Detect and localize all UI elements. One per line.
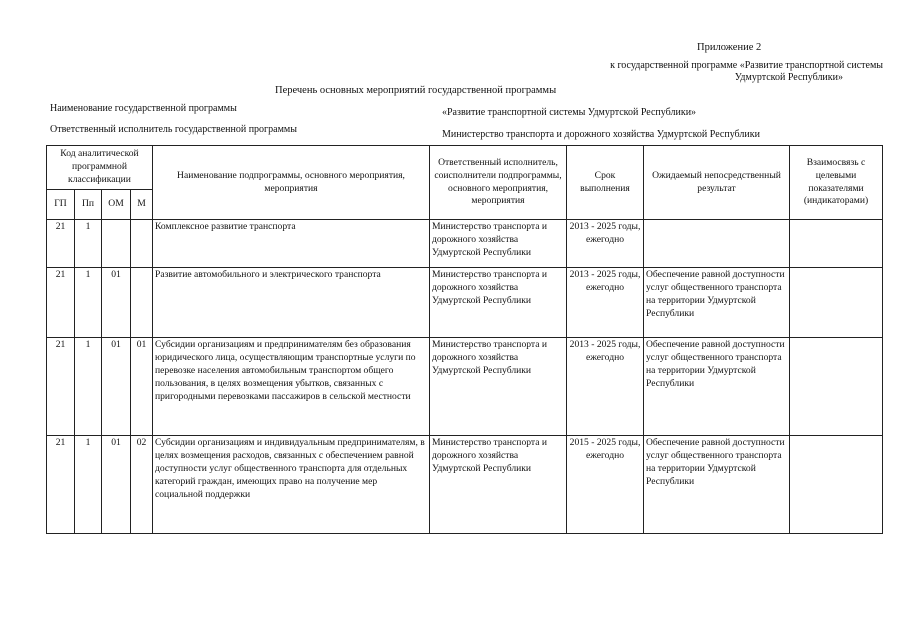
cell-m: 02 xyxy=(131,436,153,534)
header-executor: Ответственный исполнитель, соисполнители подпрограммы, основного мероприятия, мероприятия xyxy=(430,146,567,220)
executor-value: Министерство транспорта и дорожного хозяйства Удмуртской Республики xyxy=(442,129,760,140)
cell-result: Обеспечение равной доступности услуг общественного транспорта на территории Удмуртской Республики xyxy=(644,338,790,436)
cell-term: 2013 - 2025 годы, ежегодно xyxy=(567,268,644,338)
cell-m xyxy=(131,268,153,338)
cell-link xyxy=(790,268,883,338)
header-name: Наименование подпрограммы, основного мероприятия, мероприятия xyxy=(153,146,430,220)
table-row xyxy=(47,268,883,338)
cell-term: 2015 - 2025 годы, ежегодно xyxy=(567,436,644,534)
cell-om: 01 xyxy=(102,268,131,338)
cell-pp: 1 xyxy=(75,220,102,268)
cell-term: 2013 - 2025 годы, ежегодно xyxy=(567,220,644,268)
cell-gp: 21 xyxy=(47,436,75,534)
table-row xyxy=(47,436,883,534)
cell-link xyxy=(790,338,883,436)
cell-pp: 1 xyxy=(75,436,102,534)
program-name-value: «Развитие транспортной системы Удмуртской Республики» xyxy=(442,107,697,118)
header-gp: ГП xyxy=(47,190,75,220)
cell-executor: Министерство транспорта и дорожного хозяйства Удмуртской Республики xyxy=(430,268,567,338)
appendix-subtitle: к государственной программе «Развитие транспортной системы xyxy=(610,60,883,71)
activities-table xyxy=(46,145,883,534)
header-term: Срок выполнения xyxy=(567,146,644,220)
document-title: Перечень основных мероприятий государственной программы xyxy=(275,85,557,96)
cell-pp: 1 xyxy=(75,338,102,436)
cell-term: 2013 - 2025 годы, ежегодно xyxy=(567,338,644,436)
table-row xyxy=(47,220,883,268)
appendix-subtitle-continued: Удмуртской Республики» xyxy=(734,72,843,83)
cell-executor: Министерство транспорта и дорожного хозяйства Удмуртской Республики xyxy=(430,338,567,436)
cell-m xyxy=(131,220,153,268)
program-name-label: Наименование государственной программы xyxy=(50,103,237,114)
cell-result xyxy=(644,220,790,268)
header-code-group: Код аналитической программной классификации xyxy=(47,146,153,190)
cell-link xyxy=(790,220,883,268)
header-link: Взаимосвязь с целевыми показателями (индикаторами) xyxy=(790,146,883,220)
cell-m: 01 xyxy=(131,338,153,436)
header-om: ОМ xyxy=(102,190,131,220)
header-m: М xyxy=(131,190,153,220)
header-result: Ожидаемый непосредственный результат xyxy=(644,146,790,220)
table-row xyxy=(47,338,883,436)
cell-name: Субсидии организациям и индивидуальным предпринимателям, в целях возмещения расходов, связанных с обеспечением равной доступности услуг общественного транспорта для отдельных категорий граждан, имеющих право на получение мер социальной поддержки xyxy=(153,436,430,534)
cell-gp: 21 xyxy=(47,268,75,338)
cell-pp: 1 xyxy=(75,268,102,338)
cell-om: 01 xyxy=(102,338,131,436)
cell-name: Развитие автомобильного и электрического транспорта xyxy=(153,268,430,338)
cell-result: Обеспечение равной доступности услуг общественного транспорта на территории Удмуртской Республики xyxy=(644,268,790,338)
cell-name: Комплексное развитие транспорта xyxy=(153,220,430,268)
executor-label: Ответственный исполнитель государственной программы xyxy=(50,124,297,135)
cell-link xyxy=(790,436,883,534)
cell-om: 01 xyxy=(102,436,131,534)
cell-name: Субсидии организациям и предпринимателям без образования юридического лица, осуществляющим транспортные услуги по перевозке населения автомобильным транспортом общего пользования, в целях возмещения убытков, связанных с пригородными перевозками пассажиров в сельской местности xyxy=(153,338,430,436)
cell-om xyxy=(102,220,131,268)
cell-gp: 21 xyxy=(47,338,75,436)
appendix-title: Приложение 2 xyxy=(697,42,762,53)
cell-executor: Министерство транспорта и дорожного хозяйства Удмуртской Республики xyxy=(430,436,567,534)
cell-gp: 21 xyxy=(47,220,75,268)
cell-result: Обеспечение равной доступности услуг общественного транспорта на территории Удмуртской Республики xyxy=(644,436,790,534)
header-pp: Пп xyxy=(75,190,102,220)
cell-executor: Министерство транспорта и дорожного хозяйства Удмуртской Республики xyxy=(430,220,567,268)
